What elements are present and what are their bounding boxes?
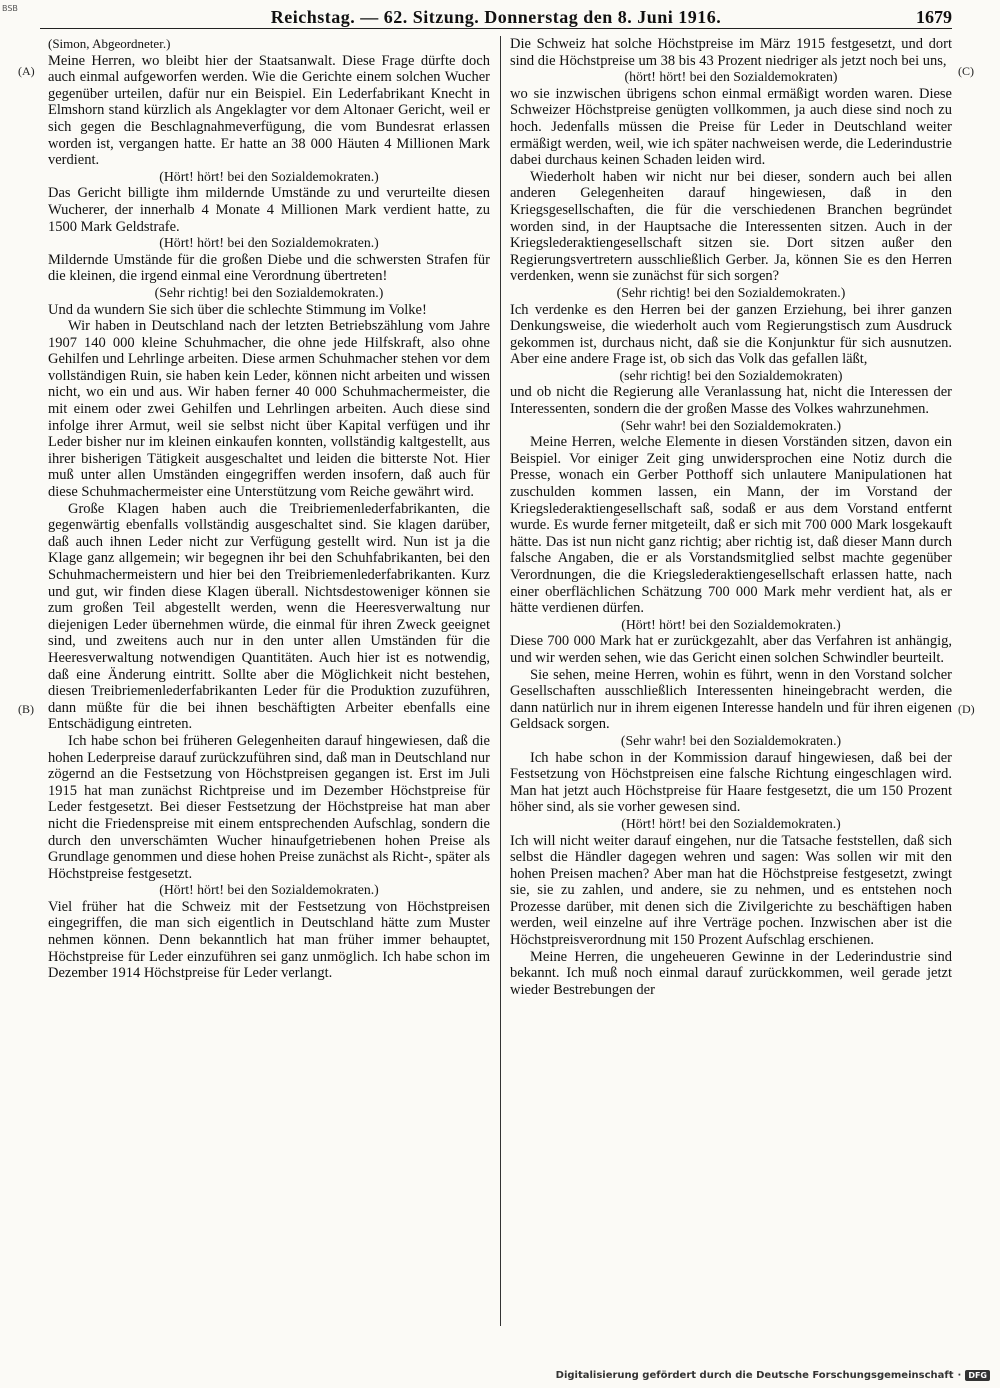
paragraph: Das Gericht billigte ihm mildernde Umstände zu und verurteilte diesen Wucherer, der innerhalb 4 Monate 4 Millionen Mark verdient hatte, zu 1500 Mark Geldstrafe. bbox=[48, 185, 490, 235]
paragraph: Mildernde Umstände für die großen Diebe und die schwersten Strafen für die kleinen, die irgend einmal eine Verordnung übertreten! bbox=[48, 251, 490, 285]
margin-marker-c: (C) bbox=[958, 64, 974, 78]
paragraph: Wiederholt haben wir nicht nur bei dieser, sondern auch bei allen anderen Gelegenheiten darauf hingewiesen, daß in den Kriegsgesellschaften, die für die verschiedenen Branchen begründet worden sind, in der Hauptsache die Interessenten sitzen. Auch in der Kriegslederaktiengesellschaft sitzen sie. Dort sitzen außer den Regierungsvertretern ausschließlich Gerber. Ja, können Sie es den Herren verdenken, wenn sie zunächst für sich sorgen? bbox=[510, 168, 952, 285]
interjection: (hört! hört! bei den Sozialdemokraten) bbox=[624, 69, 838, 85]
footer-text: Digitalisierung gefördert durch die Deutsche Forschungsgemeinschaft bbox=[555, 1370, 954, 1381]
interjection: (Hört! hört! bei den Sozialdemokraten.) bbox=[621, 616, 841, 632]
interjection: (Hört! hört! bei den Sozialdemokraten.) bbox=[159, 168, 379, 184]
paragraph: und ob nicht die Regierung alle Veranlassung hat, nicht die Interessen der Interessenten, sondern die der großen Masse des Volkes wahrzunehmen. bbox=[510, 384, 952, 418]
paragraph: Meine Herren, wo bleibt hier der Staatsanwalt. Diese Frage dürfte doch auch einmal aufgeworfen werden. Wie die Gerichte einem solchen Wucher gegenüber urteilen, dafür nur ein Beispiel. Ein Lederfabrikant Knecht in Elmshorn stand kürzlich als Angeklagter vor dem Altonaer Gericht, weil er sich gegen die Beschlagnahmeverfügung, die vom Bundesrat erlassen worden ist, vergangen hatte. Er hatte an 38 000 Häuten 4 Millionen Mark verdient. bbox=[48, 52, 490, 169]
page-header bbox=[40, 6, 952, 29]
interjection: (Sehr richtig! bei den Sozialdemokraten.) bbox=[154, 284, 384, 300]
margin-marker-d: (D) bbox=[958, 702, 975, 716]
interjection: (Sehr wahr! bei den Sozialdemokraten.) bbox=[620, 417, 842, 433]
bsb-watermark: BSB bbox=[2, 4, 18, 13]
paragraph: Diese 700 000 Mark hat er zurückgezahlt, aber das Verfahren ist anhängig, und wir werden sehen, wie das Gericht einen solchen Schwindler beurteilt. bbox=[510, 633, 952, 666]
digitization-credit: Digitalisierung gefördert durch die Deutsche Forschungsgemeinschaft · DFG bbox=[556, 1370, 990, 1381]
paragraph: Ich habe schon in der Kommission darauf hingewiesen, daß bei der Festsetzung von Höchstpreisen eine falsche Richtung eingeschlagen wird. Man hat jetzt auch Höchstpreise für Haare festgesetzt, die um 150 Prozent höher sind, als sie vorher gewesen sind. bbox=[510, 749, 952, 816]
interjection: (Sehr wahr! bei den Sozialdemokraten.) bbox=[620, 732, 842, 748]
interjection: (Hört! hört! bei den Sozialdemokraten.) bbox=[621, 815, 841, 831]
paragraph: wo sie inzwischen übrigens schon einmal ermäßigt worden waren. Diese Schweizer Höchstpreise genügten vollkommen, ja auch diese sind noch zu hoch. Jedenfalls müssen die Preise für Leder in Deutschland weiter ermäßigt werden, weil, wie ich später nachweisen werde, die Lederindustrie dabei durchaus keinen Schaden leiden wird. bbox=[510, 85, 952, 169]
header-title: Reichstag. — 62. Sitzung. Donnerstag den 8. Juni 1916. bbox=[270, 7, 722, 27]
interjection: (Hört! hört! bei den Sozialdemokraten.) bbox=[159, 235, 379, 251]
interjection: (Hört! hört! bei den Sozialdemokraten.) bbox=[159, 882, 379, 898]
left-column bbox=[48, 36, 490, 1332]
speaker-label: (Simon, Abgeordneter.) bbox=[48, 36, 171, 51]
margin-marker-b: (B) bbox=[18, 702, 34, 716]
paragraph: Ich verdenke es den Herren bei der ganzen Erziehung, bei ihrer ganzen Denkungsweise, die wiederholt auch vom Regierungstisch zum Ausdruck gekommen ist, durchaus nicht, daß sie die Konjunktur für sich ausnutzen. Aber eine andere Frage ist, ob sich das Volk das gefallen läßt, bbox=[510, 301, 952, 368]
interjection: (sehr richtig! bei den Sozialdemokraten) bbox=[619, 367, 843, 383]
paragraph: Und da wundern Sie sich über die schlechte Stimmung im Volke! bbox=[48, 301, 427, 318]
dfg-logo: DFG bbox=[965, 1370, 990, 1381]
paragraph: Die Schweiz hat solche Höchstpreise im März 1915 festgesetzt, und dort sind die Höchstpreise um 38 bis 43 Prozent niedriger als jetzt noch bei uns, bbox=[510, 36, 952, 69]
paragraph: Ich will nicht weiter darauf eingehen, nur die Tatsache feststellen, daß sich selbst die Händler dagegen wehren und sagen: Was sollen wir mit den hohen Preisen machen? Aber man hat die Höchstpreise festgesetzt, zwingt sie, sie zu zahlen, und andere, sie zu nehmen, und es entstehen noch Prozesse darüber, mit denen sich die Zivilgerichte zu beschäftigen haben werden, weil einzelne auf ihre Verträge pochen. Inzwischen aber ist die Höchstpreisverordnung mit 150 Prozent Aufschlag erschienen. bbox=[510, 832, 952, 949]
paragraph: Viel früher hat die Schweiz mit der Festsetzung von Höchstpreisen eingegriffen, die man sich eigentlich in Deutschland hätte zum Muster nehmen können. Denn bekanntlich hat man früher immer behauptet, Höchstpreise für Leder einzuführen sei ganz unmöglich. Ich habe schon im Dezember 1914 Höchstpreise für Leder verlangt. bbox=[48, 898, 490, 982]
paragraph: Wir haben in Deutschland nach der letzten Betriebszählung vom Jahre 1907 140 000 kleine Schuhmacher, die ohne jede Hilfskraft, also ohne Gehilfen und Lehrlinge arbeiten. Diese armen Schuhmacher stehen vor dem vollständigen Ruin, sie haben kein Leder, können nicht arbeiten und wissen nicht, wo ein und aus. Wir haben ferner 40 000 Schuhmachermeister, die mit einem oder zwei Gehilfen und Lehrlingen arbeiten. Auch diese sind infolge ihrer Armut, weil sie selbst nicht über Kapital verfügen und ihr Leder bisher nur im kleinen einkaufen konnten, vollständig kaltgestellt, aus ihrer bisherigen Tätigkeit ausgeschaltet und leiden die bitterste Not. Hier muß unter allen Umständen eingegriffen werden insofern, daß auch für diese Schuhmachermeister eine Unterstützung vom Reiche gewährt wird. bbox=[48, 318, 490, 501]
right-column bbox=[510, 36, 952, 1332]
column-divider bbox=[500, 36, 501, 1326]
paragraph: Große Klagen haben auch die Treibriemenlederfabrikanten, die gegenwärtig ebenfalls vollständig ausgeschaltet sind. Sie klagen darüber, daß auch ihnen Leder nicht zur Verfügung gestellt wird. Nun ist ja die Klage ganz allgemein; wir begegnen ihr bei den Schuhfabrikanten, bei den Schuhmachermeistern und hier bei den Treibriemenlederfabrikanten. Kurz und gut, wir finden diese Klagen überall. Nichtsdestoweniger können sie zum großen Teil abgestellt werden, wenn die Heeresverwaltung nur diejenigen Leder übernehmen würde, die einmal für ihren Zweck geeignet sind, und zweitens auch nur in den unter allen Umständen für die Heeresverwaltung notwendigen Quantitäten. Auch hier ist es notwendig, daß eine Änderung eintritt. Sollte aber die Möglichkeit nicht bestehen, diesen Treibriemenlederfabrikanten Leder für die Produktion zuzuführen, dann müßte für die bei ihnen beschäftigten Arbeiter ebenfalls eine Entschädigung eintreten. bbox=[48, 500, 490, 733]
paragraph: Meine Herren, welche Elemente in diesen Vorständen sitzen, davon ein Beispiel. Vor einiger Zeit ging unwidersprochen eine Notiz durch die Presse, wonach ein Gerber Potthoff sich unlautere Manipulationen hat zuschulden kommen lassen, ein Mann, der im Vorstand der Kriegslederaktiengesellschaft saß, sodaß er aus dem Vorstand entfernt wurde. Es wurde ferner mitgeteilt, daß er sich mit 700 000 Mark losgekauft hätte. Das ist nun nicht ganz richtig; aber richtig ist, daß dieser Mann durch falsche Angaben, die er als Vorstandsmitglied selbst machte gegenüber Verordnungen, die die Kriegslederaktiengesellschaft erlassen hatte, nach einer oberflächlichen Schätzung 700 000 Mark mehr verdient hat, als er hätte verdienen dürfen. bbox=[510, 434, 952, 617]
paragraph: Ich habe schon bei früheren Gelegenheiten darauf hingewiesen, daß die hohen Lederpreise darauf zurückzuführen sind, daß man in Deutschland nur zögernd an die Festsetzung von Höchstpreisen gegangen ist. Erst im Juli 1915 hat man zunächst Richtpreise und im Dezember Höchstpreise für Leder festgesetzt. Bei dieser Festsetzung der Höchstpreise hat man aber nicht die Friedenspreise mit einem entsprechenden Aufschlag, sondern die durch den unverschämten Wucher hinaufgetriebenen hohen Preise als Grundlage genommen und diese hohen Preise zunächst als Richt-, später als Höchstpreise festgesetzt. bbox=[48, 732, 490, 882]
margin-marker-a: (A) bbox=[18, 64, 35, 78]
paragraph: Meine Herren, die ungeheueren Gewinne in der Lederindustrie sind bekannt. Ich muß noch einmal darauf zurückkommen, weil gerade jetzt wieder Bestrebungen der bbox=[510, 948, 952, 998]
page-number: 1679 bbox=[916, 7, 952, 27]
paragraph: Sie sehen, meine Herren, wohin es führt, wenn in den Vorstand solcher Gesellschaften ausschließlich Interessenten hineingebracht werden, die dann natürlich nur in ihrem eigenen Interesse handeln und für ihren eigenen Geldsack sorgen. bbox=[510, 666, 952, 733]
interjection: (Sehr richtig! bei den Sozialdemokraten.) bbox=[616, 284, 846, 300]
